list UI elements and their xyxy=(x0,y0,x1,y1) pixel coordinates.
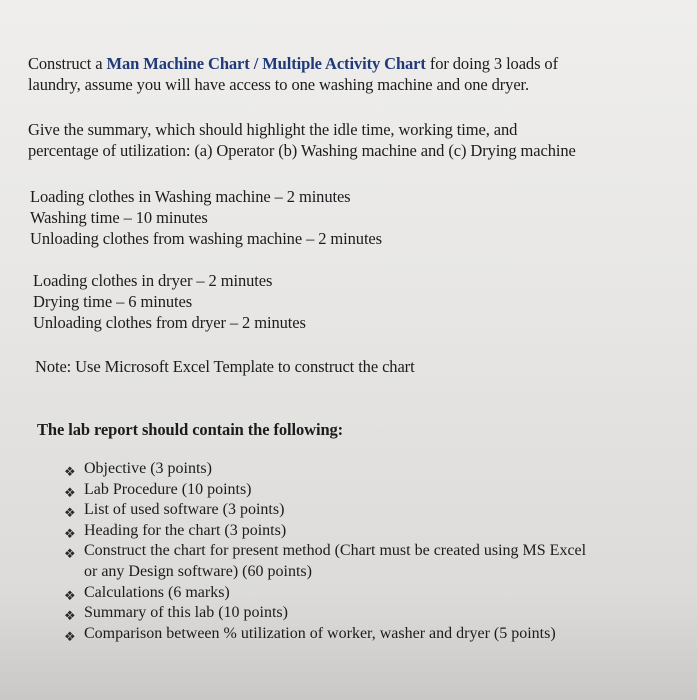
dryer-step: Loading clothes in dryer – 2 minutes xyxy=(33,271,273,290)
list-item: ❖ Lab Procedure (10 points) xyxy=(62,480,586,501)
summary-line-2: percentage of utilization: (a) Operator (b) Washing machine and (c) Drying machine xyxy=(28,141,576,160)
intro-line-1: Construct a Man Machine Chart / Multiple Activity Chart for doing 3 loads of xyxy=(28,54,558,73)
diamond-bullet-icon: ❖ xyxy=(64,587,76,603)
summary-paragraph xyxy=(28,119,678,161)
washer-steps xyxy=(30,186,382,249)
diamond-bullet-icon: ❖ xyxy=(64,608,76,624)
dryer-step: Drying time – 6 minutes xyxy=(33,292,193,311)
lab-report-heading: The lab report should contain the following: xyxy=(37,420,344,439)
washer-step: Washing time – 10 minutes xyxy=(30,208,208,227)
list-item: ❖ Construct the chart for present method (Chart must be created using MS Excel or any Design software) (60 points) xyxy=(62,541,586,582)
diamond-bullet-icon: ❖ xyxy=(64,628,76,644)
diamond-bullet-icon: ❖ xyxy=(64,484,76,500)
list-item: ❖ Heading for the chart (3 points) xyxy=(62,521,586,542)
intro-paragraph xyxy=(28,53,678,95)
chart-type-highlight: Man Machine Chart / Multiple Activity Chart xyxy=(106,54,426,73)
washer-step: Unloading clothes from washing machine – 2 minutes xyxy=(30,229,382,248)
list-item-continuation: or any Design software) (60 points) xyxy=(84,562,312,580)
dryer-step: Unloading clothes from dryer – 2 minutes xyxy=(33,313,306,332)
diamond-bullet-icon: ❖ xyxy=(64,505,76,521)
list-item: ❖ Comparison between % utilization of worker, washer and dryer (5 points) xyxy=(62,624,586,645)
washer-step: Loading clothes in Washing machine – 2 minutes xyxy=(30,187,351,206)
diamond-bullet-icon: ❖ xyxy=(64,464,76,479)
list-item: ❖ Summary of this lab (10 points) xyxy=(62,603,586,624)
diamond-bullet-icon: ❖ xyxy=(64,546,76,562)
list-item: ❖ List of used software (3 points) xyxy=(62,500,586,521)
list-item: ❖ Objective (3 points) xyxy=(62,459,586,480)
list-item: ❖ Calculations (6 marks) xyxy=(62,583,586,604)
diamond-bullet-icon: ❖ xyxy=(64,525,76,541)
note-text: Note: Use Microsoft Excel Template to construct the chart xyxy=(35,357,415,376)
dryer-steps xyxy=(33,270,306,333)
lab-report-list xyxy=(62,459,586,644)
summary-line-1: Give the summary, which should highlight the idle time, working time, and xyxy=(28,120,518,139)
intro-line-2: laundry, assume you will have access to one washing machine and one dryer. xyxy=(28,75,530,94)
